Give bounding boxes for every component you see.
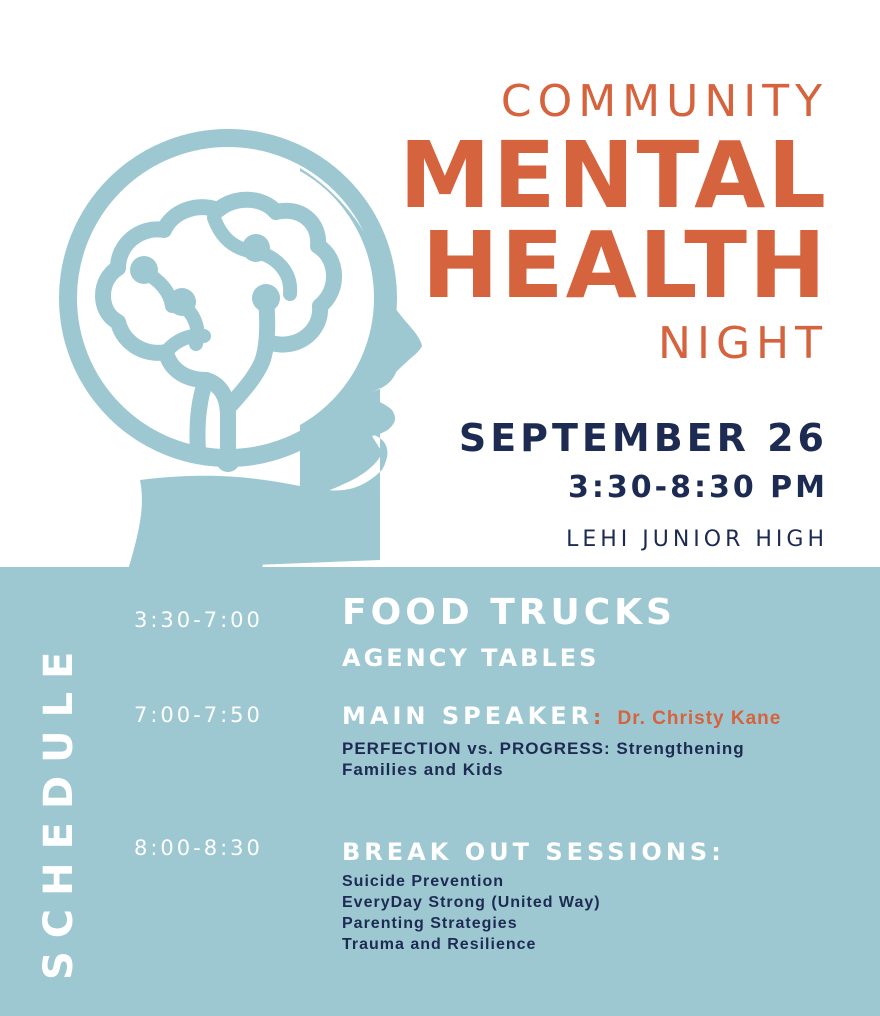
title-health: HEALTH	[421, 212, 828, 319]
event-date: SEPTEMBER 26	[458, 416, 828, 460]
schedule-subtitle-1: AGENCY TABLES	[342, 644, 600, 672]
event-time: 3:30-8:30 PM	[568, 470, 828, 505]
head-brain-icon	[0, 0, 460, 580]
main-speaker-label: MAIN SPEAKER	[342, 702, 594, 730]
session-item: Suicide Prevention	[342, 873, 505, 890]
title-community: COMMUNITY	[500, 76, 828, 127]
talk-title-line-2: Families and Kids	[342, 760, 504, 779]
schedule-title-2	[342, 702, 781, 730]
schedule-time-3: 8:00-8:30	[134, 836, 263, 860]
schedule-title-1: FOOD TRUCKS	[342, 592, 676, 633]
speaker-separator: :	[593, 705, 606, 729]
session-item: EveryDay Strong (United Way)	[342, 894, 601, 911]
schedule-time-2: 7:00-7:50	[134, 703, 263, 727]
talk-title-line-1: PERFECTION vs. PROGRESS: Strengthening	[342, 739, 745, 758]
schedule-label: SCHEDULE	[36, 638, 82, 980]
speaker-name: Dr. Christy Kane	[617, 708, 782, 729]
session-item: Parenting Strategies	[342, 915, 518, 932]
schedule-title-3: BREAK OUT SESSIONS:	[342, 838, 725, 866]
event-venue: LEHI JUNIOR HIGH	[566, 527, 828, 552]
title-mental: MENTAL	[399, 122, 828, 229]
session-item: Trauma and Resilience	[342, 936, 537, 953]
title-night: NIGHT	[658, 318, 828, 369]
schedule-time-1: 3:30-7:00	[134, 608, 263, 632]
